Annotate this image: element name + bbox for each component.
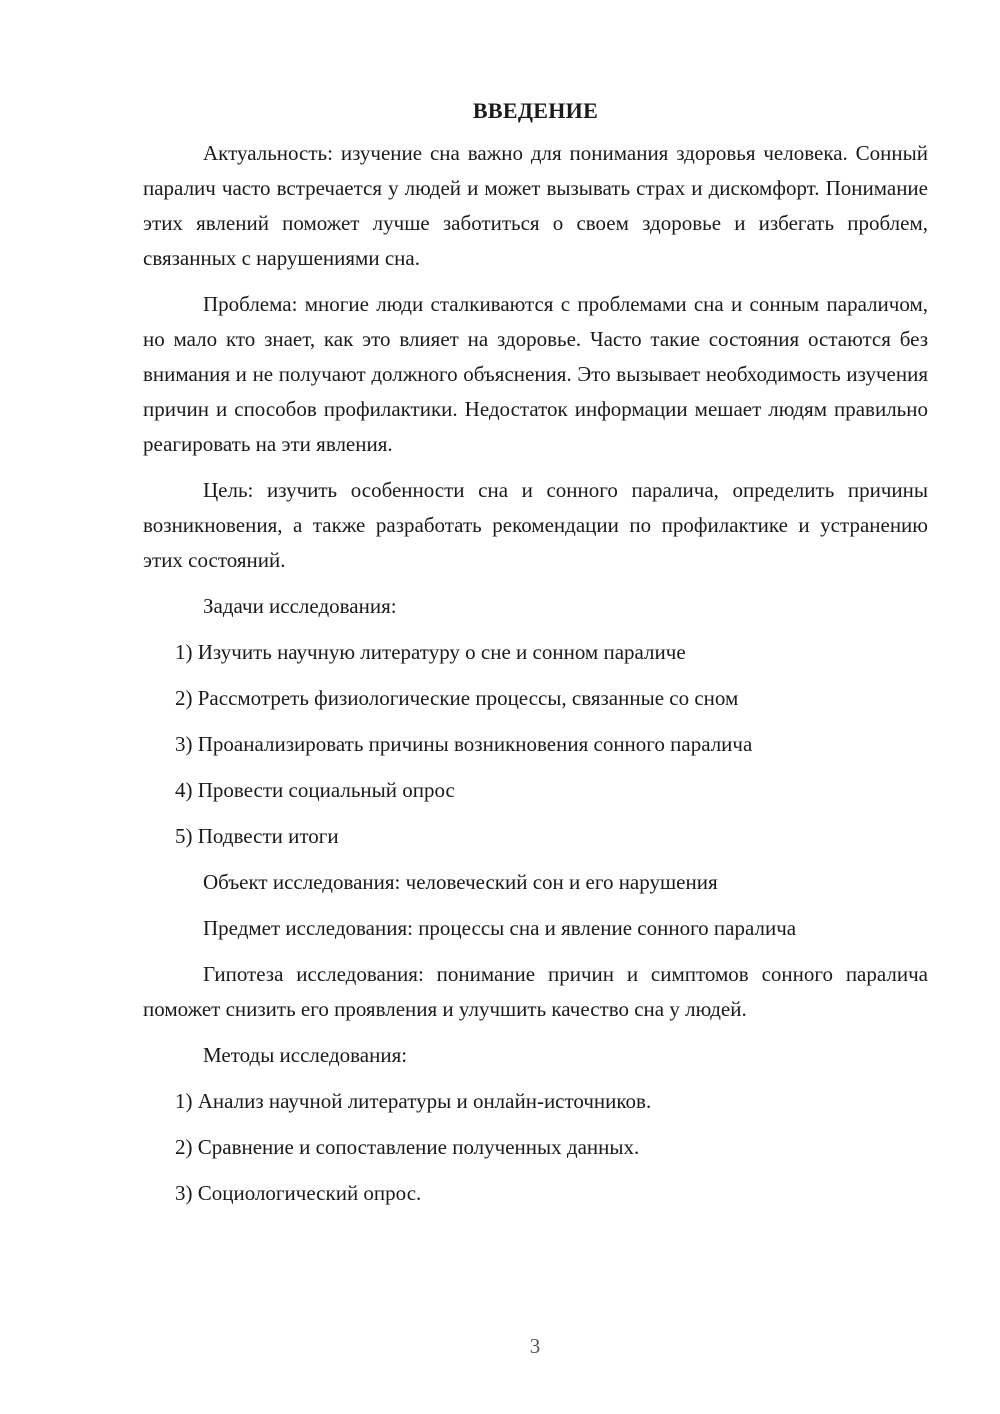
relevance-paragraph: Актуальность: изучение сна важно для понимания здоровья человека. Сонный паралич часто встречается у людей и может вызывать страх и дискомфорт. Понимание этих явлений поможет лучше заботиться о своем здоровье и избегать проблем, связанных с нарушениями сна. (143, 141, 928, 270)
list-item: 1) Изучить научную литературу о сне и сонном параличе (175, 640, 686, 664)
list-item: 2) Рассмотреть физиологические процессы, связанные со сном (175, 686, 739, 710)
list-item: 5) Подвести итоги (175, 824, 339, 848)
hypothesis-paragraph: Гипотеза исследования: понимание причин и симптомов сонного паралича поможет снизить его проявления и улучшить качество сна у людей. (143, 962, 928, 1021)
methods-heading: Методы исследования: (203, 1043, 408, 1067)
subject-paragraph: Предмет исследования: процессы сна и явление сонного паралича (203, 916, 797, 940)
object-paragraph: Объект исследования: человеческий сон и его нарушения (203, 870, 718, 894)
tasks-heading: Задачи исследования: (203, 594, 397, 618)
list-item: 1) Анализ научной литературы и онлайн-источников. (175, 1089, 652, 1113)
list-item: 3) Социологический опрос. (175, 1181, 422, 1205)
methods-list (143, 1084, 928, 1211)
document-body (143, 96, 928, 1222)
list-item: 4) Провести социальный опрос (175, 778, 455, 802)
list-item: 3) Проанализировать причины возникновения сонного паралича (175, 732, 753, 756)
page-title: ВВЕДЕНИЕ (472, 98, 599, 123)
tasks-list (143, 635, 928, 854)
list-item: 2) Сравнение и сопоставление полученных данных. (175, 1135, 640, 1159)
page-number: 3 (529, 1334, 541, 1358)
goal-paragraph: Цель: изучить особенности сна и сонного паралича, определить причины возникновения, а также разработать рекомендации по профилактике и устранению этих состояний. (143, 478, 928, 572)
problem-paragraph: Проблема: многие люди сталкиваются с проблемами сна и сонным параличом, но мало кто знает, как это влияет на здоровье. Часто такие состояния остаются без внимания и не получают должного объяснения. Это вызывает необходимость изучения причин и способов профилактики. Недостаток информации мешает людям правильно реагировать на эти явления. (143, 292, 928, 456)
